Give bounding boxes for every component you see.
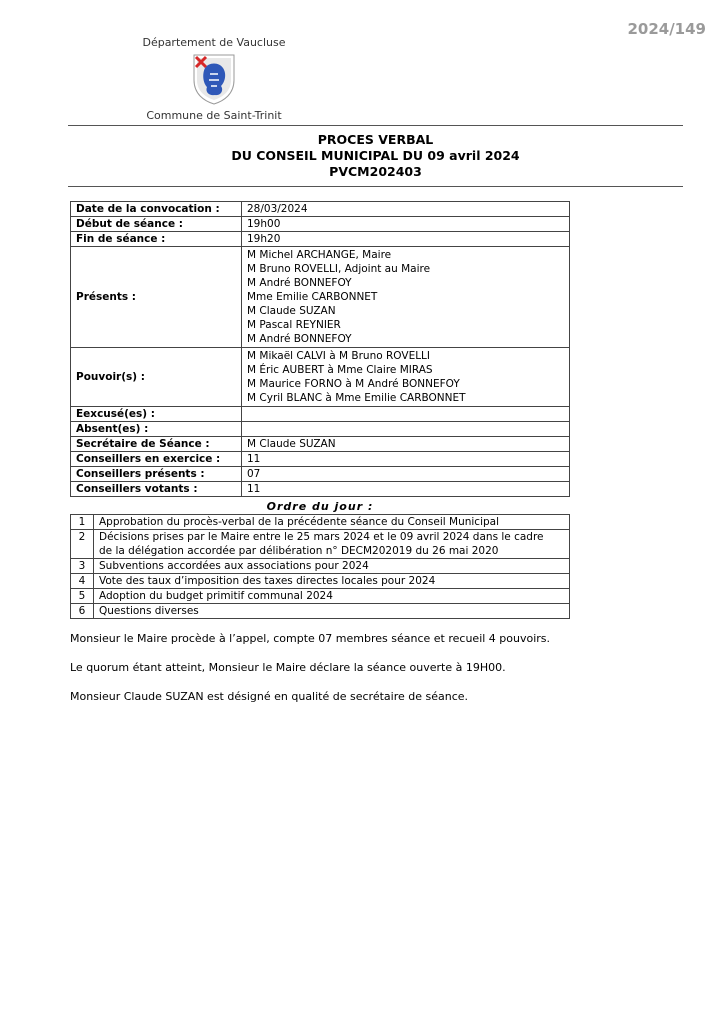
- agenda-text: [94, 604, 570, 619]
- label-absents: Absent(es) :: [71, 422, 242, 437]
- agenda-text-line: de la délégation accordée par délibération n° DECM202019 du 26 mai 2020: [99, 545, 499, 557]
- agenda-row: [71, 574, 570, 589]
- label-votants: Conseillers votants :: [71, 482, 242, 497]
- label-fin: Fin de séance :: [71, 232, 242, 247]
- present-member: M Bruno ROVELLI, Adjoint au Maire: [247, 263, 431, 275]
- agenda-table: [70, 514, 570, 619]
- agenda-text-line: Subventions accordées aux associations pour 2024: [99, 560, 369, 572]
- proxy-entry: M Mikaël CALVI à M Bruno ROVELLI: [247, 350, 430, 362]
- row-excuses: [71, 407, 570, 422]
- minutes-body: [70, 632, 680, 719]
- agenda-row: [71, 530, 570, 559]
- label-exercice: Conseillers en exercice :: [71, 452, 242, 467]
- letterhead: [128, 36, 300, 122]
- title-line-2: DU CONSEIL MUNICIPAL DU 09 avril 2024: [231, 148, 520, 163]
- agenda-text: [94, 515, 570, 530]
- row-debut: [71, 217, 570, 232]
- value-fin: 19h20: [242, 232, 570, 247]
- proxy-entry: M Éric AUBERT à Mme Claire MIRAS: [247, 364, 433, 376]
- agenda-row: [71, 559, 570, 574]
- title-line-3: PVCM202403: [329, 164, 422, 179]
- agenda-number: 2: [71, 530, 94, 559]
- title-line-1: PROCES VERBAL: [317, 132, 434, 147]
- agenda-heading: Ordre du jour :: [266, 500, 374, 513]
- value-excuses: [242, 407, 570, 422]
- agenda-text-line: Adoption du budget primitif communal 2024: [99, 590, 333, 602]
- value-presents-count: 07: [242, 467, 570, 482]
- label-convocation: Date de la convocation :: [71, 202, 242, 217]
- row-absents: [71, 422, 570, 437]
- agenda-text: [94, 589, 570, 604]
- value-votants: 11: [242, 482, 570, 497]
- secretary-paragraph: Monsieur Claude SUZAN est désigné en qualité de secrétaire de séance.: [70, 690, 469, 703]
- agenda-row: [71, 515, 570, 530]
- agenda-number: 3: [71, 559, 94, 574]
- title-rule-bottom: [68, 186, 683, 187]
- value-presents: [242, 247, 570, 348]
- present-member: Mme Emilie CARBONNET: [247, 291, 378, 303]
- label-presents: Présents :: [71, 247, 242, 348]
- agenda-number: 6: [71, 604, 94, 619]
- present-member: M Claude SUZAN: [247, 305, 336, 317]
- value-convocation: 28/03/2024: [242, 202, 570, 217]
- agenda-row: [71, 604, 570, 619]
- session-info-table: [70, 201, 570, 497]
- quorum-paragraph: Le quorum étant atteint, Monsieur le Maire déclare la séance ouverte à 19H00.: [70, 661, 506, 674]
- row-exercice: [71, 452, 570, 467]
- agenda-number: 5: [71, 589, 94, 604]
- label-pouvoirs: Pouvoir(s) :: [71, 348, 242, 407]
- agenda-text-line: Questions diverses: [99, 605, 199, 617]
- label-excuses: Eexcusé(es) :: [71, 407, 242, 422]
- value-pouvoirs: [242, 348, 570, 407]
- label-debut: Début de séance :: [71, 217, 242, 232]
- roll-call-paragraph: Monsieur le Maire procède à l’appel, compte 07 membres séance et recueil 4 pouvoirs.: [70, 632, 551, 645]
- present-member: M André BONNEFOY: [247, 333, 352, 345]
- agenda-text: [94, 530, 570, 559]
- department-name: Département de Vaucluse: [142, 36, 286, 49]
- present-member: M André BONNEFOY: [247, 277, 352, 289]
- coat-of-arms-icon: [191, 52, 237, 106]
- value-absents: [242, 422, 570, 437]
- agenda-text: [94, 574, 570, 589]
- agenda-number: 1: [71, 515, 94, 530]
- agenda-text-line: Vote des taux d’imposition des taxes directes locales pour 2024: [99, 575, 436, 587]
- row-fin: [71, 232, 570, 247]
- row-secretaire: [71, 437, 570, 452]
- commune-name: Commune de Saint-Trinit: [146, 109, 282, 122]
- row-pouvoirs: [71, 348, 570, 407]
- agenda-number: 4: [71, 574, 94, 589]
- proxy-entry: M Maurice FORNO à M André BONNEFOY: [247, 378, 460, 390]
- agenda-text: [94, 559, 570, 574]
- agenda-text-line: Décisions prises par le Maire entre le 25 mars 2024 et le 09 avril 2024 dans le cadre: [99, 531, 544, 543]
- agenda-row: [71, 589, 570, 604]
- value-debut: 19h00: [242, 217, 570, 232]
- title-rule-top: [68, 125, 683, 126]
- present-member: M Michel ARCHANGE, Maire: [247, 249, 392, 261]
- agenda-text-line: Approbation du procès-verbal de la précédente séance du Conseil Municipal: [99, 516, 500, 528]
- row-presents-count: [71, 467, 570, 482]
- label-presents-count: Conseillers présents :: [71, 467, 242, 482]
- present-member: M Pascal REYNIER: [247, 319, 341, 331]
- document-title: [68, 132, 683, 180]
- page-number: 2024/149: [627, 20, 706, 38]
- row-votants: [71, 482, 570, 497]
- proxy-entry: M Cyril BLANC à Mme Emilie CARBONNET: [247, 392, 466, 404]
- label-secretaire: Secrétaire de Séance :: [71, 437, 242, 452]
- row-convocation: [71, 202, 570, 217]
- value-secretaire: M Claude SUZAN: [242, 437, 570, 452]
- value-exercice: 11: [242, 452, 570, 467]
- row-presents: [71, 247, 570, 348]
